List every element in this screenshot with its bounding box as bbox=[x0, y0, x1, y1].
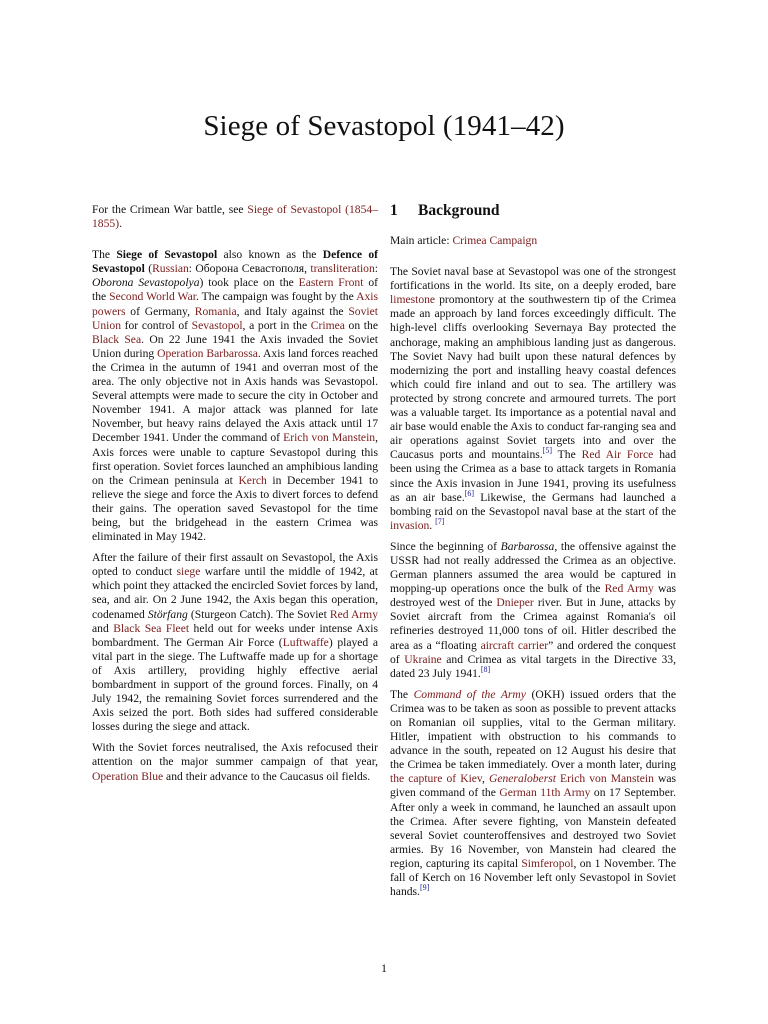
link-crimea[interactable]: Crimea bbox=[310, 318, 345, 332]
link-siege-1854[interactable]: Siege of Sevastopol (1854–1855) bbox=[92, 203, 378, 231]
text: warfare until the middle of 1942, at which point they attacked the encircled Soviet forces by land, sea, and air. On 2 June 1942, the Axis began this operation, codenamed bbox=[92, 565, 378, 621]
link-generaloberst[interactable]: Generaloberst bbox=[488, 772, 556, 786]
link-axis-powers[interactable]: Axis powers bbox=[92, 290, 379, 318]
text: After the failure of their first assault on Sevastopol, the Axis opted to conduct bbox=[92, 551, 378, 579]
text: : Оборона Севастополя, bbox=[188, 262, 311, 276]
italic-term: Störfang bbox=[147, 607, 188, 621]
link-luftwaffe[interactable]: Luftwaffe bbox=[282, 635, 329, 649]
link-crimea-campaign[interactable]: Crimea Campaign bbox=[452, 234, 538, 247]
text: Main article: bbox=[390, 234, 453, 247]
link-simferopol[interactable]: Simferopol bbox=[521, 856, 574, 870]
link-eastern-front[interactable]: Eastern Front bbox=[298, 276, 364, 290]
link-red-air-force[interactable]: Red Air Force bbox=[581, 448, 654, 462]
text: , the offensive against the USSR had not really addressed the Crimea as an objective. German planners assumed the area would be captured in mopping-up operations once the bulk of the bbox=[390, 539, 677, 596]
link-dnieper[interactable]: Dnieper bbox=[496, 596, 534, 610]
text: , on 1 November. The fall of Kerch on 16 November left only Sevastopol in Soviet hands. bbox=[390, 856, 676, 899]
link-sevastopol[interactable]: Sevastopol bbox=[191, 318, 243, 332]
aftermath-paragraph bbox=[92, 741, 378, 783]
link-black-sea-fleet[interactable]: Black Sea Fleet bbox=[113, 621, 190, 635]
link-invasion[interactable]: invasion bbox=[390, 518, 430, 532]
section-heading bbox=[390, 203, 676, 219]
link-red-army[interactable]: Red Army bbox=[604, 582, 654, 596]
text: ( bbox=[144, 262, 153, 276]
text: also known as the bbox=[217, 248, 323, 262]
text: and bbox=[92, 621, 114, 635]
text: held out for weeks under intense Axis bombardment. The German Air Force ( bbox=[92, 621, 379, 649]
italic-term: Oborona Sevastopolya bbox=[92, 276, 200, 290]
bold-term: Siege of Sevastopol bbox=[116, 248, 218, 262]
link-command-of-the-army[interactable]: Command of the Army bbox=[413, 687, 526, 701]
link-limestone[interactable]: limestone bbox=[390, 293, 436, 307]
section-number: 1 bbox=[390, 202, 398, 219]
text: promontory at the southwestern tip of the Crimea made an approach by land forces exceedingly difficult. The high-level cliffs overlooking Severnaya Bay protected the anchorage, making an amphibious landing just as dangerous. The Soviet Navy had built upon these natural defences by modernizing the port and installing heavy coastal defences which could fire inland and out to sea. The artillery was protected by strong concrete and armoured turrets. The port was a valuable target. Its importance as a potential naval and air base would enable the Axis to conduct far-ranging sea and air operations against Soviet targets into and over the Caucasus ports and mountains. bbox=[390, 293, 676, 462]
text: With the Soviet forces neutralised, the Axis refocused their attention on the major summer campaign of that year, bbox=[92, 741, 378, 769]
link-red-army[interactable]: Red Army bbox=[329, 607, 379, 621]
bold-term: Defence of Sevastopol bbox=[92, 248, 378, 276]
text: (OKH) issued orders that the Crimea was to be taken as soon as possible to prevent attacks on Romanian oil supplies, vital to the German military. Hitler, impatient with obstruction to his commands to advance in the south, repeated on 12 August his desire that the Crimea be taken immediately. Over a month later, during bbox=[390, 687, 676, 772]
italic-term: Barbarossa bbox=[500, 539, 555, 553]
right-column bbox=[390, 203, 676, 906]
text: , bbox=[481, 772, 489, 786]
text: . On 22 June 1941 the Axis invaded the Soviet Union during bbox=[92, 332, 378, 360]
text: The bbox=[551, 448, 582, 462]
text: river. But in June, attacks by Soviet aircraft from the Crimea against Romania's oil refineries destroyed 11,000 tons of oil. Hitler described the area as a “floating bbox=[390, 596, 676, 652]
citation-6[interactable]: [6] bbox=[464, 488, 475, 498]
citation-5[interactable]: [5] bbox=[542, 446, 552, 456]
text: was given command of the bbox=[390, 772, 676, 800]
link-capture-of-kiev[interactable]: the capture of Kiev bbox=[390, 772, 482, 786]
text: of Germany, bbox=[125, 304, 195, 318]
text: , a port in the bbox=[242, 318, 311, 332]
hatnote-text: For the Crimean War battle, see bbox=[92, 203, 248, 216]
background-paragraph-3 bbox=[390, 688, 676, 899]
link-erich-von-manstein[interactable]: Erich von Manstein bbox=[560, 772, 654, 786]
text: on 17 September. After only a week in command, he launched an assault upon the Crimea. After severe fighting, von Manstein defeated several Soviet counteroffensives and destroyed two Soviet armies. By 16 November, von Manstein had cleared the region, capturing its capital bbox=[390, 786, 676, 870]
text: ” and ordered the conquest of bbox=[390, 638, 676, 666]
text: for control of bbox=[120, 318, 192, 332]
text: The Soviet naval base at Sevastopol was one of the strongest fortifications in the world. Its site, on a deeply eroded, bare bbox=[390, 265, 676, 293]
text: , and Italy against the bbox=[236, 304, 349, 318]
text: on the bbox=[344, 318, 378, 332]
link-russian[interactable]: Russian bbox=[152, 262, 189, 276]
text: Since the beginning of bbox=[390, 539, 501, 553]
main-article-note bbox=[390, 234, 676, 248]
page-title: Siege of Sevastopol (1941–42) bbox=[203, 110, 565, 142]
link-aircraft-carrier[interactable]: aircraft carrier bbox=[480, 638, 549, 652]
text: . The campaign was fought by the bbox=[195, 290, 357, 304]
background-paragraph-2 bbox=[390, 540, 676, 681]
text: . bbox=[429, 518, 436, 532]
link-romania[interactable]: Romania bbox=[194, 304, 237, 318]
citation-8[interactable]: [8] bbox=[480, 664, 491, 674]
link-black-sea[interactable]: Black Sea bbox=[92, 332, 142, 346]
hatnote bbox=[92, 203, 378, 231]
citation-7[interactable]: [7] bbox=[435, 516, 445, 526]
text: The bbox=[92, 248, 117, 262]
text: and their advance to the Caucasus oil fields. bbox=[163, 769, 371, 783]
link-ukraine[interactable]: Ukraine bbox=[404, 652, 442, 666]
citation-9[interactable]: [9] bbox=[419, 883, 430, 893]
text: Likewise, the Germans had launched a bombing raid on the Sevastopol naval base at the start of the bbox=[390, 490, 676, 518]
link-german-11th-army[interactable]: German 11th Army bbox=[499, 786, 591, 800]
link-soviet-union[interactable]: Soviet Union bbox=[92, 304, 378, 332]
link-kerch[interactable]: Kerch bbox=[238, 473, 267, 487]
link-operation-barbarossa[interactable]: Operation Barbarossa bbox=[157, 346, 258, 360]
text: . Axis land forces reached the Crimea in the autumn of 1941 and overran most of the area. The only objective not in Axis hands was Sevastopol. Several attempts were made to secure the city in October and November 1941. A major attack was planned for late November, but heavy rains delayed the Axis attack until 17 December 1941. Under the command of bbox=[92, 346, 378, 445]
text: in December 1941 to relieve the siege and force the Axis to divert forces to defend their gains. The operation saved Sevastopol for the time being, but the bridgehead in the eastern Crimea was eliminated in May 1942. bbox=[92, 473, 378, 544]
text: : bbox=[374, 262, 379, 276]
link-operation-blue[interactable]: Operation Blue bbox=[92, 769, 164, 783]
text: The bbox=[390, 687, 414, 701]
text: ) took place on the bbox=[199, 276, 299, 290]
siege-paragraph bbox=[92, 551, 378, 734]
page-number: 1 bbox=[381, 961, 387, 975]
hatnote-text: . bbox=[119, 217, 122, 231]
text: ) played a vital part in the siege. The Luftwaffe made up for a shortage of Axis artillery, providing highly effective aerial bombardment in support of the ground forces. Finally, on 4 July 1942, the remaining Soviet forces surrendered and the Axis seized the port. Both sides had suffered considerable losses during the siege and attack. bbox=[92, 635, 378, 734]
left-column bbox=[92, 203, 378, 791]
section-title: Background bbox=[418, 202, 500, 219]
link-second-world-war[interactable]: Second World War bbox=[109, 290, 196, 304]
link-siege[interactable]: siege bbox=[176, 565, 201, 579]
link-erich-von-manstein[interactable]: Erich von Manstein bbox=[283, 431, 376, 445]
text: of the bbox=[92, 276, 378, 304]
text: (Sturgeon Catch). The Soviet bbox=[187, 607, 330, 621]
intro-paragraph bbox=[92, 248, 378, 544]
text: , Axis forces were unable to capture Sevastopol during this first operation. Soviet forces launched an amphibious landing on the Crimean peninsula at bbox=[92, 431, 378, 487]
text: had been using the Crimea as a base to attack targets in Romania since the Axis invasion in June 1941, proving its usefulness as an air base. bbox=[390, 448, 676, 504]
text: and Crimea as vital targets in the Directive 33, dated 23 July 1941. bbox=[390, 652, 676, 680]
link-transliteration[interactable]: transliteration bbox=[310, 262, 375, 276]
text: was destroyed west of the bbox=[390, 582, 677, 610]
background-paragraph-1 bbox=[390, 265, 676, 533]
